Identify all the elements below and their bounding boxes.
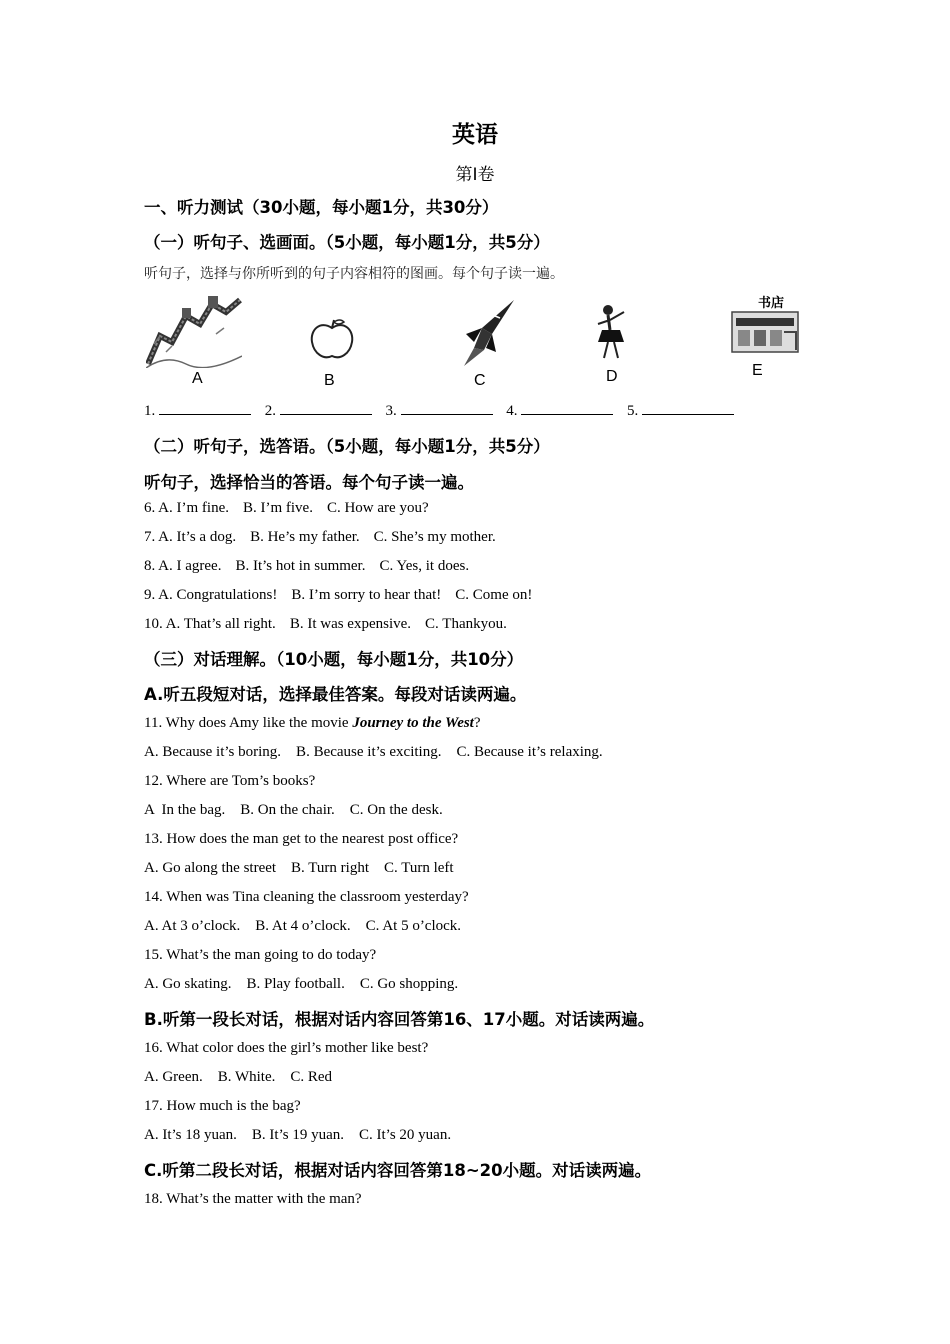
picture-e	[728, 292, 800, 379]
question-13: 13. How does the man get to the nearest post office?	[144, 831, 459, 847]
question-8-b: B. It’s hot in summer.	[235, 558, 366, 574]
question-10	[144, 616, 507, 633]
question-7-a: 7. A. It’s a dog.	[144, 529, 237, 545]
movie-title: Journey to the West	[352, 715, 474, 731]
question-13-options: A. Go along the street B. Turn right C. Turn left	[144, 860, 454, 876]
page-subtitle: 第Ⅰ卷	[455, 165, 495, 185]
sec3-part-c: C.听第二段长对话，根据对话内容回答第18~20小题。对话读两遍。	[144, 1161, 652, 1180]
blank-label-5: 5.	[627, 403, 639, 419]
answer-blanks	[144, 402, 744, 420]
blank-label-2: 2.	[264, 403, 276, 419]
question-9	[144, 587, 532, 604]
answer-blank-5[interactable]	[642, 402, 734, 415]
picture-a	[146, 294, 242, 387]
answer-blank-3[interactable]	[401, 402, 493, 415]
answer-blank-2[interactable]	[280, 402, 372, 415]
apple-icon	[308, 318, 356, 362]
question-15: 15. What’s the man going to do today?	[144, 947, 377, 963]
great-wall-icon	[146, 294, 242, 368]
question-7	[144, 529, 496, 546]
sec3-part-b: B.听第一段长对话，根据对话内容回答第16、17小题。对话读两遍。	[144, 1010, 655, 1029]
question-11-end: ?	[473, 715, 481, 731]
sec1-heading: （一）听句子、选画面。（5小题，每小题1分，共5分）	[144, 233, 550, 252]
question-6-b: B. I’m five.	[242, 500, 313, 516]
rocket-icon	[462, 298, 518, 368]
question-11	[144, 715, 481, 732]
question-12: 12. Where are Tom’s books?	[144, 773, 316, 789]
question-9-c: C. Come on!	[455, 587, 533, 603]
answer-blank-4[interactable]	[521, 402, 613, 415]
question-10-a: 10. A. That’s all right.	[144, 616, 276, 632]
page-title: 英语	[452, 122, 498, 148]
blank-label-4: 4.	[506, 403, 518, 419]
bookstore-sign: 书店	[758, 296, 785, 311]
question-6	[144, 500, 429, 517]
question-10-b: B. It was expensive.	[289, 616, 412, 632]
question-11-options: A. Because it’s boring. B. Because it’s exciting. C. Because it’s relaxing.	[144, 744, 603, 760]
question-9-a: 9. A. Congratulations!	[144, 587, 278, 603]
question-6-c: C. How are you?	[326, 500, 429, 516]
question-17: 17. How much is the bag?	[144, 1098, 301, 1114]
picture-c	[462, 298, 518, 389]
picture-e-letter: E	[752, 362, 763, 379]
question-15-options: A. Go skating. B. Play football. C. Go shopping.	[144, 976, 459, 992]
question-9-b: B. I’m sorry to hear that!	[291, 587, 442, 603]
question-8-c: C. Yes, it does.	[379, 558, 470, 574]
question-14: 14. When was Tina cleaning the classroom yesterday?	[144, 889, 469, 905]
question-6-a: 6. A. I’m fine.	[144, 500, 229, 516]
question-7-b: B. He’s my father.	[250, 529, 360, 545]
question-12-options: A In the bag. B. On the chair. C. On the desk.	[144, 802, 443, 818]
question-18: 18. What’s the matter with the man?	[144, 1191, 362, 1207]
part1-heading: 一、听力测试（30小题，每小题1分，共30分）	[144, 198, 499, 217]
question-8-a: 8. A. I agree.	[144, 558, 222, 574]
dancer-icon	[594, 302, 630, 364]
sec2-instruction: 听句子，选择恰当的答语。每个句子读一遍。	[144, 473, 474, 492]
picture-b-letter: B	[324, 372, 335, 389]
sec2-heading: （二）听句子，选答语。（5小题，每小题1分，共5分）	[144, 437, 550, 456]
picture-d	[594, 302, 630, 385]
sec1-instruction: 听句子，选择与你所听到的句子内容相符的图画。每个句子读一遍。	[144, 266, 564, 282]
question-11-text: 11. Why does Amy like the movie	[144, 715, 353, 731]
answer-blank-1[interactable]	[159, 402, 251, 415]
picture-d-letter: D	[606, 368, 618, 385]
question-16-options: A. Green. B. White. C. Red	[144, 1069, 333, 1085]
blank-label-3: 3.	[385, 403, 397, 419]
question-7-c: C. She’s my mother.	[373, 529, 496, 545]
question-10-c: C. Thankyou.	[425, 616, 507, 632]
sec3-part-a: A.听五段短对话，选择最佳答案。每段对话读两遍。	[144, 685, 527, 704]
blank-label-1: 1.	[144, 403, 156, 419]
question-14-options: A. At 3 o’clock. B. At 4 o’clock. C. At 5 o’clock.	[144, 918, 462, 934]
picture-b	[308, 318, 356, 389]
picture-a-letter: A	[192, 370, 203, 387]
sec3-heading: （三）对话理解。（10小题，每小题1分，共10分）	[144, 650, 524, 669]
question-16: 16. What color does the girl’s mother like best?	[144, 1040, 429, 1056]
picture-c-letter: C	[474, 372, 486, 389]
question-17-options: A. It’s 18 yuan. B. It’s 19 yuan. C. It’s 20 yuan.	[144, 1127, 452, 1143]
question-8	[144, 558, 469, 575]
